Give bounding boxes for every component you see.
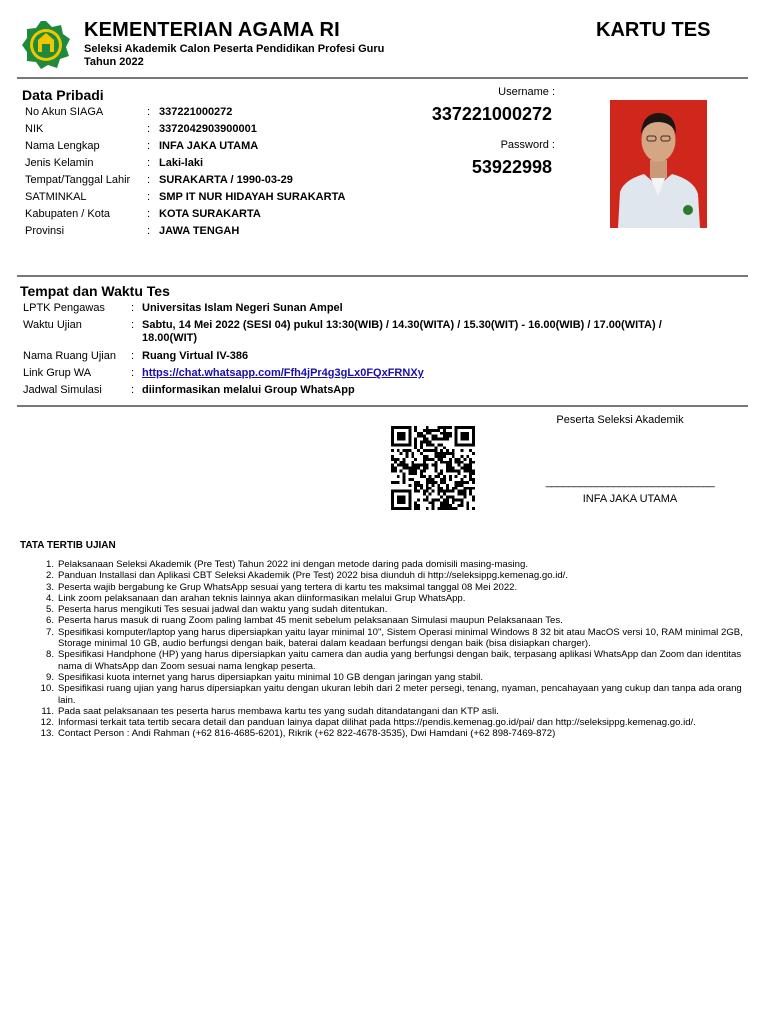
rule-text: Peserta harus masuk di ruang Zoom paling lambat 45 menit sebelum pelaksanaan Simulasi maupun Pelaksanaan Tes.	[58, 615, 563, 627]
rule-item	[40, 683, 748, 706]
table-row	[20, 225, 345, 242]
header-subtitle-line2: Tahun 2022	[84, 56, 144, 68]
test-schedule-table	[18, 302, 702, 401]
rule-number: 1.	[45, 559, 54, 570]
rule-text: Pelaksanaan Seleksi Akademik (Pre Test) Tahun 2022 ini dengan metode daring pada domisili masing-masing.	[58, 559, 529, 570]
row-value: Sabtu, 14 Mei 2022 (SESI 04) pukul 13:30(WIB) / 14.30(WITA) / 15.30(WIT) - 16.00(WIB) / 17.00(WITA) / 18.00(WIT)	[142, 319, 662, 344]
row-colon: :	[131, 367, 135, 379]
rules-list	[40, 559, 748, 740]
row-value: SMP IT NUR HIDAYAH SURAKARTA	[159, 191, 346, 203]
row-label: Kabupaten / Kota	[25, 208, 111, 220]
table-row	[18, 319, 702, 350]
rule-text: Informasi terkait tata tertib secara detail dan panduan lainya dapat dilihat pada https://pendis.kemenag.go.id/pai/ dan http://seleksippg.kemenag.go.id/.	[58, 717, 696, 729]
rule-item	[45, 570, 748, 582]
table-row	[18, 350, 702, 367]
password-value: 53922998	[471, 157, 552, 177]
table-row	[18, 302, 702, 319]
signature-line: ______________________________	[545, 476, 715, 488]
rule-number: 13.	[40, 728, 54, 740]
row-value: 337221000272	[159, 106, 233, 118]
row-value: JAWA TENGAH	[159, 225, 240, 237]
table-row	[20, 140, 345, 157]
rule-text: Panduan Installasi dan Aplikasi CBT Seleksi Akademik (Pre Test) 2022 bisa diunduh di http://seleksippg.kemenag.go.id/.	[58, 570, 569, 582]
rule-number: 2.	[45, 570, 54, 582]
header-title: KEMENTERIAN AGAMA RI	[84, 19, 340, 41]
rule-text: Pada saat pelaksanaan tes peserta harus membawa kartu tes yang sudah ditandatangani dan KTP asli.	[58, 705, 499, 717]
row-label: No Akun SIAGA	[25, 106, 104, 118]
rule-text: Contact Person : Andi Rahman (+62 816-4685-6201), Rikrik (+62 822-4678-3535), Dwi Hamdani (+62 898-7469-872)	[58, 728, 556, 740]
rule-text: Link zoom pelaksanaan dan arahan teknis lainnya akan diinformasikan melalui Grup WhatsApp.	[58, 592, 466, 604]
row-label: NIK	[25, 123, 44, 135]
participant-photo	[610, 100, 707, 228]
row-value: Laki-laki	[159, 157, 204, 169]
row-value: Universitas Islam Negeri Sunan Ampel	[142, 302, 343, 314]
row-value: SURAKARTA / 1990-03-29	[159, 174, 293, 186]
row-label: Waktu Ujian	[23, 319, 82, 331]
row-value: diinformasikan melalui Group WhatsApp	[142, 384, 355, 396]
signature-name: INFA JAKA UTAMA	[582, 493, 678, 505]
table-row	[18, 367, 702, 384]
header-subtitle-line1: Seleksi Akademik Calon Peserta Pendidikan Profesi Guru	[84, 43, 385, 55]
rule-number: 4.	[45, 592, 54, 604]
table-row	[20, 123, 345, 140]
kemenag-logo-icon	[21, 20, 71, 70]
row-value: INFA JAKA UTAMA	[159, 140, 259, 152]
table-row	[20, 191, 345, 208]
rule-item	[45, 604, 748, 616]
rule-number: 9.	[45, 671, 54, 683]
row-colon: :	[147, 157, 151, 169]
header-subtitle	[84, 43, 444, 69]
row-colon: :	[131, 302, 135, 314]
row-label: SATMINKAL	[25, 191, 87, 203]
rule-text: Spesifikasi ruang ujian yang harus dipersiapkan yaitu dengan ukuran lebih dari 2 meter persegi, tenang, nyaman, pencahayaan yang cukup dan tanpa ada orang lain.	[58, 683, 742, 706]
row-colon: :	[147, 191, 151, 203]
row-colon: :	[147, 123, 151, 135]
rule-text: Spesifikasi kuota internet yang harus dipersiapkan yaitu minimal 10 GB dengan jaringan yang stabil.	[58, 671, 484, 683]
table-row	[18, 384, 702, 401]
rule-text: Spesifikasi Handphone (HP) yang harus dipersiapkan yaitu camera dan audia yang berfungsi dengan baik, terpasang aplikasi WhatsApp dan Zoom dan identitas nama di WhatsApp dan Zoom sesuai nama lengkap peserta.	[58, 649, 742, 672]
row-colon: :	[147, 106, 151, 118]
row-label: Tempat/Tanggal Lahir	[25, 174, 131, 186]
password-label: Password :	[500, 139, 555, 151]
row-colon: :	[131, 350, 135, 362]
row-colon: :	[147, 174, 151, 186]
rule-item	[45, 671, 748, 683]
divider	[17, 77, 748, 79]
card-label: KARTU TES	[596, 19, 711, 41]
row-label: Jenis Kelamin	[25, 157, 94, 169]
table-row	[20, 157, 345, 174]
table-row	[20, 208, 345, 225]
rule-item	[41, 705, 748, 717]
row-label: Link Grup WA	[23, 367, 92, 379]
row-label: Nama Lengkap	[25, 140, 100, 152]
row-colon: :	[131, 384, 135, 396]
row-label: Provinsi	[25, 225, 65, 237]
rule-number: 11.	[41, 705, 54, 717]
rule-number: 6.	[45, 615, 54, 627]
row-value: 3372042903900001	[159, 123, 257, 135]
rule-item	[40, 728, 748, 740]
divider	[17, 405, 748, 407]
section-title-data-pribadi: Data Pribadi	[22, 87, 104, 103]
row-label: Nama Ruang Ujian	[23, 350, 116, 362]
rule-item	[40, 717, 748, 729]
row-colon: :	[147, 225, 151, 237]
personal-data-table	[20, 106, 345, 242]
row-value: KOTA SURAKARTA	[159, 208, 261, 220]
row-colon: :	[131, 319, 135, 331]
rule-item	[45, 626, 748, 650]
rule-item	[45, 649, 748, 672]
row-value: Ruang Virtual IV-386	[142, 350, 249, 362]
rule-item	[45, 559, 748, 570]
rule-item	[45, 592, 748, 604]
rule-text: Peserta wajib bergabung ke Grup WhatsApp sesuai yang tertera di kartu tes maksimal tanggal 08 Mei 2022.	[58, 581, 518, 593]
rule-text: Spesifikasi komputer/laptop yang harus dipersiapkan yaitu layar minimal 10", Sistem Operasi minimal Windows 8 32 bit atau MacOS versi 10, RAM minimal 2GB, Storage minimal 10 GB, audio berfungsi dengan baik, baterai dalam keadaan berfungsi dengan baik (bisa disiapkan charger).	[58, 626, 743, 650]
row-colon: :	[147, 140, 151, 152]
username-value: 337221000272	[431, 104, 552, 124]
signature-caption: Peserta Seleksi Akademik	[556, 414, 684, 426]
rule-number: 8.	[45, 649, 54, 661]
divider	[17, 275, 748, 277]
row-colon: :	[147, 208, 151, 220]
rules-title: TATA TERTIB UJIAN	[20, 540, 116, 551]
rule-number: 7.	[45, 626, 54, 638]
username-label: Username :	[498, 86, 555, 98]
rule-number: 5.	[45, 604, 54, 616]
whatsapp-group-link[interactable]: https://chat.whatsapp.com/Ffh4jPr4g3gLx0FQxFRNXy	[142, 367, 424, 379]
table-row	[20, 174, 345, 191]
rule-item	[45, 615, 748, 627]
rule-item	[45, 581, 748, 593]
rule-number: 10.	[40, 683, 54, 695]
row-label: LPTK Pengawas	[23, 302, 105, 314]
rule-number: 12.	[40, 717, 54, 729]
rule-number: 3.	[45, 581, 54, 593]
qr-code	[389, 426, 477, 510]
row-label: Jadwal Simulasi	[23, 384, 102, 396]
section-title-tempat-waktu: Tempat dan Waktu Tes	[20, 283, 170, 299]
table-row	[20, 106, 345, 123]
rule-text: Peserta harus mengikuti Tes sesuai jadwal dan waktu yang sudah ditentukan.	[58, 604, 388, 616]
